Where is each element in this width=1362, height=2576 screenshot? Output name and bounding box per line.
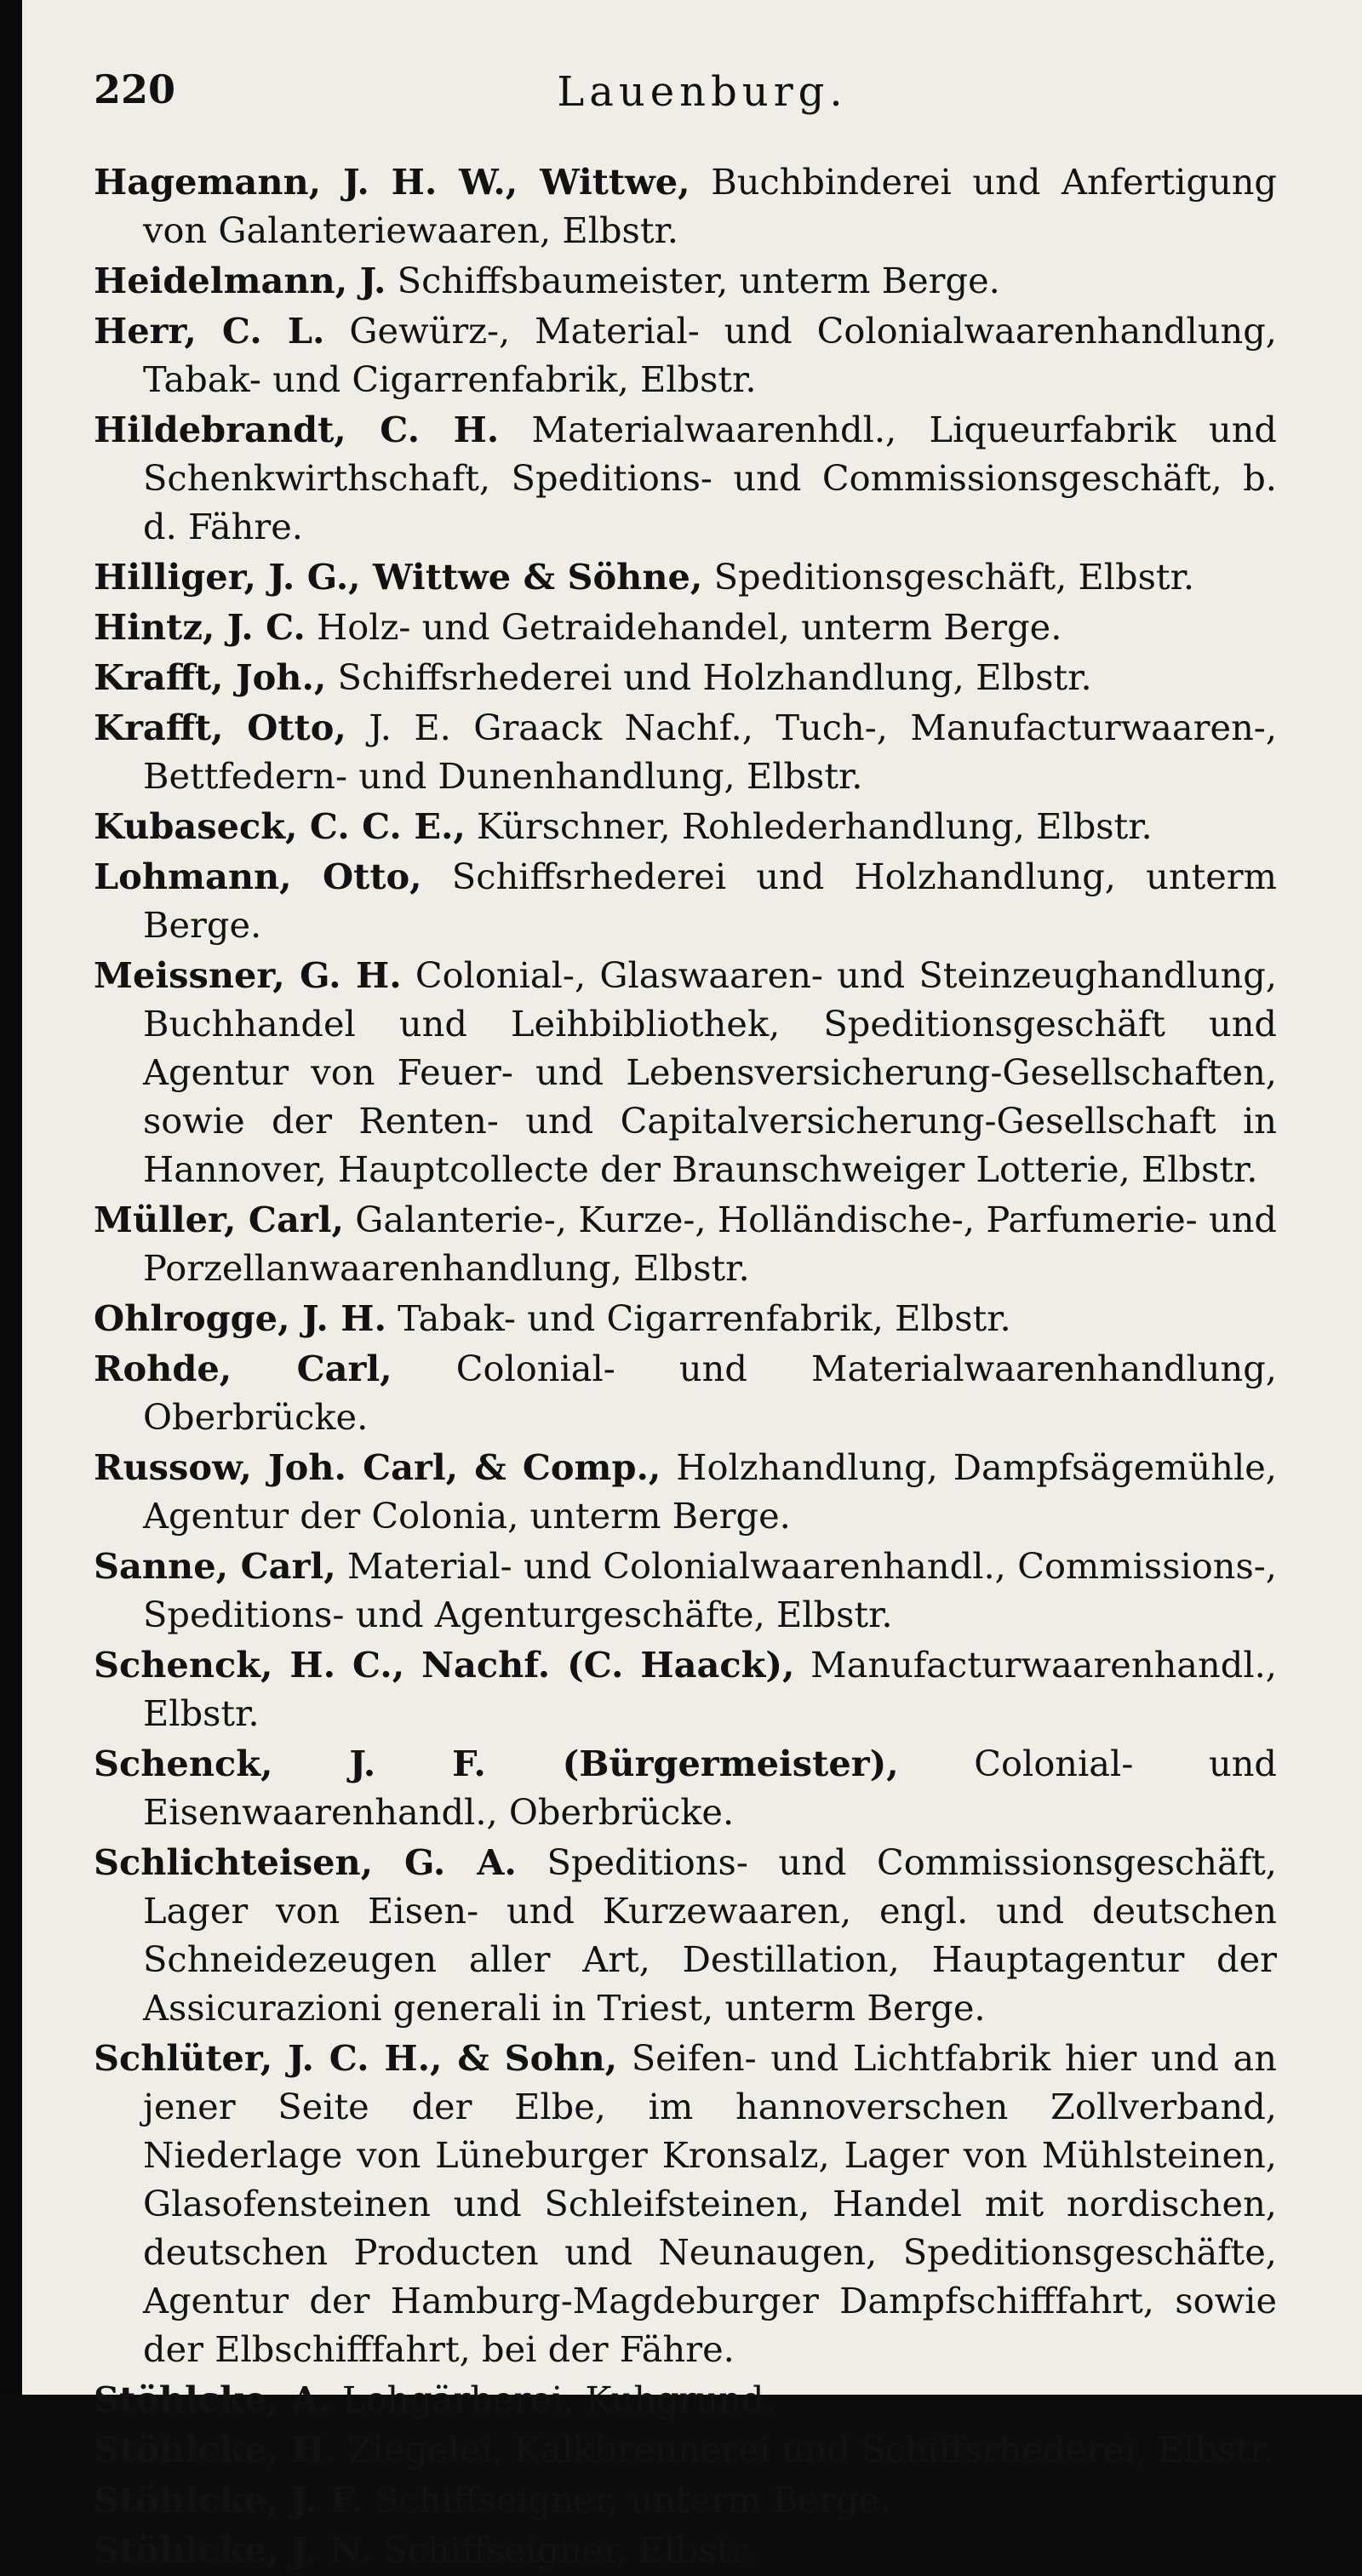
entry-description: Holz- und Getraidehandel, unterm Berge. xyxy=(305,606,1062,648)
directory-entry xyxy=(94,802,1277,850)
entry-description: Speditions- und Commissionsgeschäft, Lager von Eisen- und Kurzewaaren, engl. und deutschen Schneidezeugen aller Art, Destillation, Hauptagentur der Assicurazioni generali in Triest, unterm Berge. xyxy=(143,1841,1278,2029)
entry-name: Kubaseck, C. C. E., xyxy=(94,805,466,847)
entry-description: Colonial- und Materialwaarenhandlung, Oberbrücke. xyxy=(143,1348,1278,1438)
entry-description: Kürschner, Rohlederhandlung, Elbstr. xyxy=(465,805,1153,847)
entry-description: Tabak- und Cigarrenfabrik, Elbstr. xyxy=(386,1297,1011,1339)
page-number: 220 xyxy=(94,66,176,112)
scan-edge xyxy=(0,0,22,2395)
entry-description: Colonial-, Glaswaaren- und Steinzeughandlung, Buchhandel und Leihbibliothek, Speditionsgeschäft und Agentur von Feuer- und Lebensversicherung-Gesellschaften, sowie der Renten- und Capitalversicherung-Gesellschaft in Hannover, Hauptcollecte der Braunschweiger Lotterie, Elbstr. xyxy=(143,954,1278,1190)
entry-description: Gewürz-, Material- und Colonialwaarenhandlung, Tabak- und Cigarrenfabrik, Elbstr. xyxy=(143,310,1277,400)
entry-name: Schenck, H. C., Nachf. (C. Haack), xyxy=(94,1644,795,1686)
directory-entry xyxy=(94,1838,1277,2032)
entry-description: Material- und Colonialwaarenhandl., Commissions-, Speditions- und Agenturgeschäfte, Elbstr. xyxy=(143,1545,1277,1635)
entry-name: Stöhlcke, A. xyxy=(94,2379,331,2420)
entry-name: Hilliger, J. G., Wittwe & Söhne, xyxy=(94,556,703,598)
entry-name: Schlichteisen, G. A. xyxy=(94,1841,517,1883)
entry-description: Schiffseigner, unterm Berge. xyxy=(363,2479,891,2521)
entry-description: Seifen- und Lichtfabrik hier und an jener Seite der Elbe, im hannoverschen Zollverband, Niederlage von Lüneburger Kronsalz, Lager von Mühlsteinen, Glasofensteinen und Schleifsteinen, Handel mit nordischen, deutschen Producten und Neunaugen, Speditionsgeschäfte, Agentur der Hamburg-Magdeburger Dampfschifffahrt, sowie der Elbschifffahrt, bei der Fähre. xyxy=(143,2037,1277,2370)
running-title: Lauenburg. xyxy=(557,68,848,116)
directory-entry xyxy=(94,405,1277,551)
entry-name: Hintz, J. C. xyxy=(94,606,306,648)
entry-description: Buchbinderei und Anfertigung von Galanteriewaaren, Elbstr. xyxy=(143,161,1277,251)
directory-entry xyxy=(94,1195,1277,1292)
directory-entry xyxy=(94,1640,1277,1737)
entry-description: Galanterie-, Kurze-, Holländische-, Parfumerie- und Porzellanwaarenhandlung, Elbstr. xyxy=(143,1199,1277,1289)
directory-entry xyxy=(94,1344,1277,1441)
directory-entry xyxy=(94,1443,1277,1540)
entry-name: Heidelmann, J. xyxy=(94,260,386,301)
entry-name: Stöhlcke, H. xyxy=(94,2429,337,2470)
entry-name: Hagemann, J. H. W., Wittwe, xyxy=(94,161,690,203)
entry-description: Schiffsrhederei und Holzhandlung, unterm Berge. xyxy=(143,856,1277,946)
entry-description: Holzhandlung, Dampfsägemühle, Agentur der Colonia, unterm Berge. xyxy=(143,1446,1277,1537)
entry-name: Schlüter, J. C. H., & Sohn, xyxy=(94,2037,618,2079)
entry-description: Schiffsbaumeister, unterm Berge. xyxy=(386,260,1000,301)
directory-entry xyxy=(94,1542,1277,1639)
entry-description: J. E. Graack Nachf., Tuch-, Manufacturwaaren-, Bettfedern- und Dunenhandlung, Elbstr. xyxy=(143,707,1278,797)
entry-name: Russow, Joh. Carl, & Comp., xyxy=(94,1446,661,1488)
entry-name: Hildebrandt, C. H. xyxy=(94,409,500,450)
directory-entry xyxy=(94,256,1277,305)
entry-description: Schiffseigner, Elbstr. xyxy=(372,2529,755,2571)
directory-entry xyxy=(94,2375,1277,2424)
entry-name: Krafft, Otto, xyxy=(94,707,346,748)
entry-name: Lohmann, Otto, xyxy=(94,856,422,897)
entry-description: Lohgärberei, Kuhgrund. xyxy=(330,2379,775,2420)
entry-description: Speditionsgeschäft, Elbstr. xyxy=(702,556,1195,598)
entry-description: Colonial- und Eisenwaarenhandl., Oberbrücke. xyxy=(143,1743,1277,1833)
entry-name: Herr, C. L. xyxy=(94,310,325,352)
directory-entry xyxy=(94,2526,1277,2574)
directory-entry xyxy=(94,306,1277,404)
entry-name: Schenck, J. F. (Bürgermeister), xyxy=(94,1743,899,1784)
entry-name: Müller, Carl, xyxy=(94,1199,344,1240)
directory-entry xyxy=(94,157,1277,255)
directory-entry xyxy=(94,2425,1277,2474)
entry-description: Manufacturwaarenhandl., Elbstr. xyxy=(143,1644,1277,1734)
page-header xyxy=(94,66,1311,126)
directory-entry xyxy=(94,653,1277,701)
directory-entry xyxy=(94,951,1277,1194)
entry-description: Schiffsrhederei und Holzhandlung, Elbstr. xyxy=(326,656,1092,698)
directory-entries xyxy=(94,157,1277,2576)
entry-description: Ziegelei, Kalkbrennerei und Schiffsrhederei, Elbstr. xyxy=(336,2429,1274,2470)
directory-entry xyxy=(94,1294,1277,1342)
entry-description: Materialwaarenhdl., Liqueurfabrik und Schenkwirthschaft, Speditions- und Commissionsgeschäft, b. d. Fähre. xyxy=(143,409,1277,547)
entry-name: Krafft, Joh., xyxy=(94,656,327,698)
directory-entry xyxy=(94,552,1277,601)
entry-name: Rohde, Carl, xyxy=(94,1348,392,1389)
entry-name: Stöhlcke, J. N. xyxy=(94,2529,373,2571)
directory-entry xyxy=(94,603,1277,651)
directory-entry xyxy=(94,1739,1277,1836)
entry-name: Ohlrogge, J. H. xyxy=(94,1297,386,1339)
entry-name: Meissner, G. H. xyxy=(94,954,402,996)
directory-entry xyxy=(94,2034,1277,2373)
directory-entry xyxy=(94,703,1277,800)
directory-entry xyxy=(94,852,1277,949)
entry-name: Stöhlcke, J. F. xyxy=(94,2479,364,2521)
directory-entry xyxy=(94,2476,1277,2524)
entry-name: Sanne, Carl, xyxy=(94,1545,336,1587)
